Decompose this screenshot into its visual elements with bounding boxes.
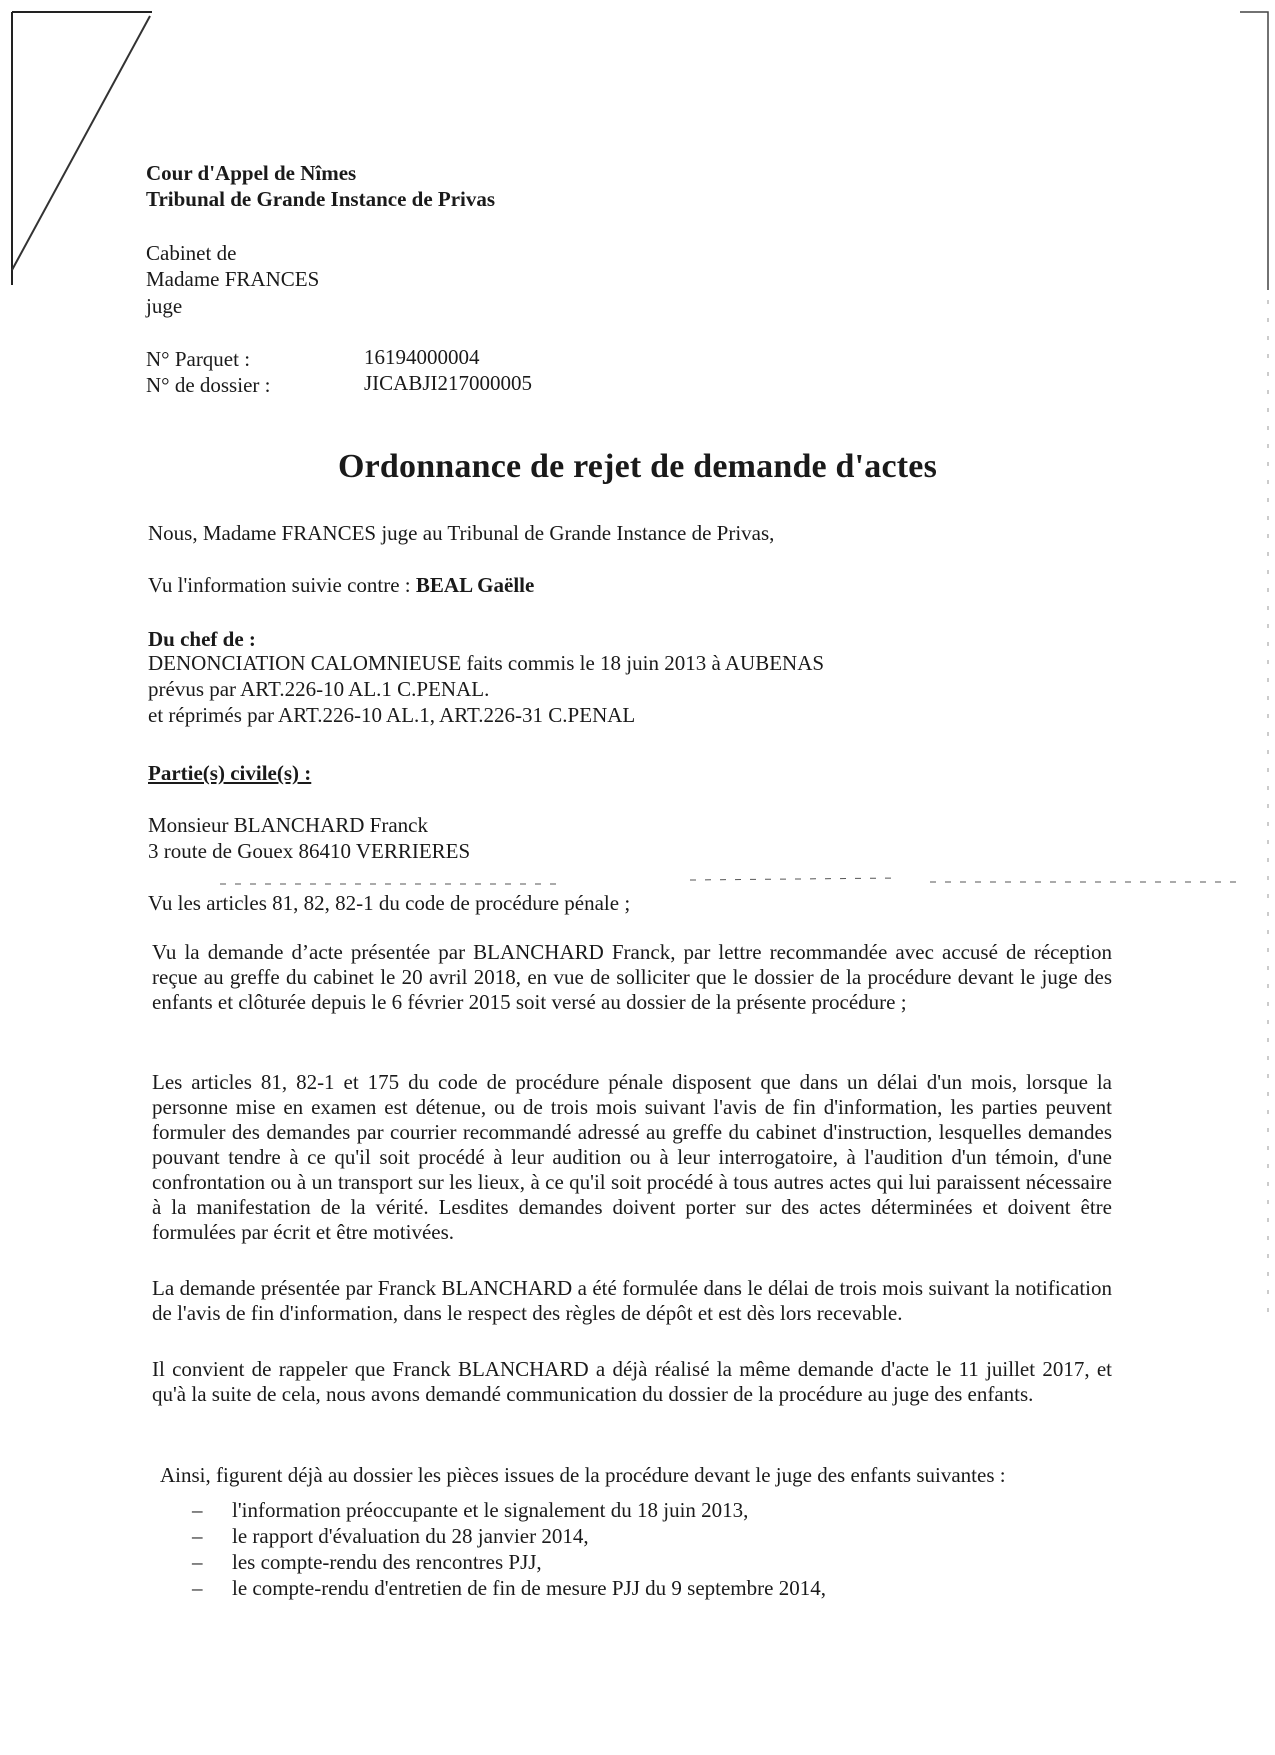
corner-bracket-left: [12, 12, 152, 285]
court-name: Cour d'Appel de Nîmes: [146, 161, 357, 185]
tribunal-name: Tribunal de Grande Instance de Privas: [146, 187, 496, 211]
defendant-name: BEAL Gaëlle: [415, 573, 535, 597]
partie-civile-address: 3 route de Gouex 86410 VERRIERES: [148, 839, 471, 863]
bullet-marker: –: [192, 1550, 203, 1574]
paragraph-rappel: Il convient de rappeler que Franck BLANCHARD a déjà réalisé la même demande d'acte le 11 juillet 2017, et qu'à la suite de cela, nous avons demandé communication du dossier de la procédure au juge des enfants.: [152, 1357, 1112, 1406]
bullet-marker: –: [192, 1524, 203, 1548]
bullet-marker: –: [192, 1498, 203, 1522]
dossier-label: N° de dossier :: [146, 373, 271, 397]
pieces-list: [192, 1497, 826, 1601]
paragraph-recevable: La demande présentée par Franck BLANCHARD a été formulée dans le délai de trois mois suivant la notification de l'avis de fin d'information, dans le respect des règles de dépôt et est dès lors recevable.: [152, 1276, 1112, 1325]
list-item: – l'information préoccupante et le signalement du 18 juin 2013,: [192, 1498, 749, 1522]
parquet-number: 16194000004: [364, 345, 480, 369]
chef-heading: Du chef de :: [148, 627, 256, 651]
scan-noise-line: [220, 878, 1240, 884]
parquet-label: N° Parquet :: [146, 347, 251, 371]
vu-articles-line: Vu les articles 81, 82, 82-1 du code de procédure pénale ;: [148, 891, 631, 915]
parties-civiles-heading: Partie(s) civile(s) :: [148, 761, 312, 785]
corner-bracket-right: [1240, 12, 1268, 290]
paragraph-demande: Vu la demande d’acte présentée par BLANCHARD Franck, par lettre recommandée avec accusé de réception reçue au greffe du cabinet le 20 avril 2018, en vue de solliciter que le dossier de la procédure devant le juge des enfants et clôturée depuis le 6 février 2015 soit versé au dossier de la présente procédure ;: [152, 940, 1112, 1014]
diagonal-pen-stroke: [12, 16, 150, 270]
list-item: – le compte-rendu d'entretien de fin de mesure PJJ du 9 septembre 2014,: [192, 1576, 826, 1600]
charge-line-3: et réprimés par ART.226-10 AL.1, ART.226-31 C.PENAL: [148, 703, 636, 727]
cabinet-line-1: Cabinet de: [146, 241, 237, 265]
ainsi-line: Ainsi, figurent déjà au dossier les pièces issues de la procédure devant le juge des enfants suivantes :: [160, 1463, 1006, 1487]
intro-line: Nous, Madame FRANCES juge au Tribunal de Grande Instance de Privas,: [148, 521, 775, 545]
charge-line-2: prévus par ART.226-10 AL.1 C.PENAL.: [148, 677, 490, 701]
partie-civile-name: Monsieur BLANCHARD Franck: [148, 813, 428, 837]
vu-information-label: Vu l'information suivie contre :: [148, 573, 416, 597]
list-item: – les compte-rendu des rencontres PJJ,: [192, 1550, 542, 1574]
vu-information-line: [148, 572, 534, 598]
page-title: Ordonnance de rejet de demande d'actes: [337, 448, 938, 485]
list-item: – le rapport d'évaluation du 28 janvier 2014,: [192, 1524, 589, 1548]
cabinet-judge-name: Madame FRANCES: [146, 267, 320, 291]
paragraph-articles: Les articles 81, 82-1 et 175 du code de procédure pénale disposent que dans un délai d'un mois, lorsque la personne mise en examen est détenue, ou de trois mois suivant l'avis de fin d'information, les parties peuvent formuler des demandes par courrier recommandé adressé au greffe du cabinet d'instruction, lesquelles demandes pouvant tendre à ce qu'il soit procédé à leur audition ou à leur interrogatoire, à l'audition d'un témoin, d'une confrontation ou à un transport sur les lieux, à ce qu'il soit procédé à tous autres actes qui lui paraissent nécessaire à la manifestation de la vérité. Lesdites demandes doivent porter sur des actes déterminées et doivent être formulées par écrit et être motivées.: [152, 1070, 1112, 1244]
cabinet-judge-role: juge: [146, 294, 183, 318]
charge-line-1: DENONCIATION CALOMNIEUSE faits commis le 18 juin 2013 à AUBENAS: [148, 651, 825, 675]
dossier-number: JICABJI217000005: [364, 371, 533, 395]
bullet-marker: –: [192, 1576, 203, 1600]
